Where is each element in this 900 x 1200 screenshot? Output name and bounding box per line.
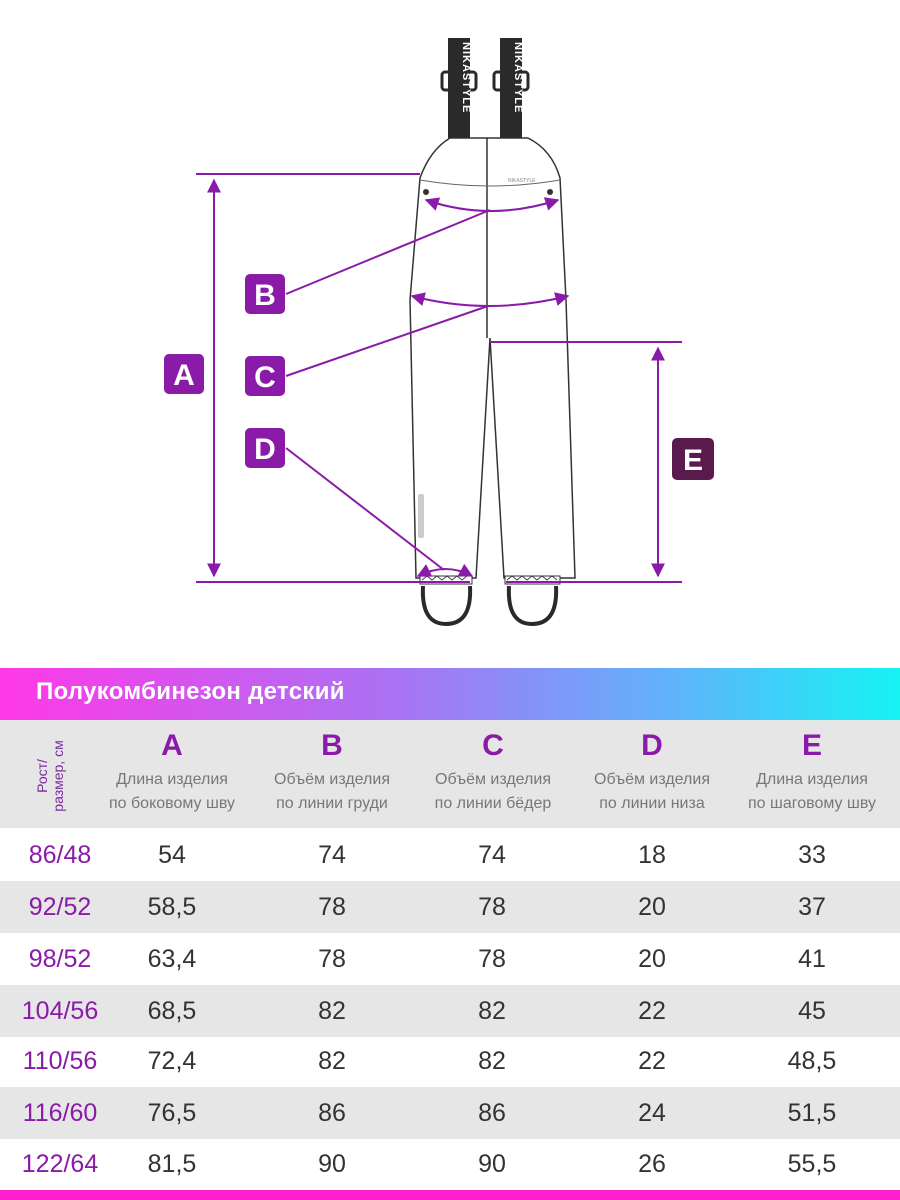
table-row	[0, 985, 900, 1037]
strap-text-right: NIKASTYLE	[512, 42, 524, 114]
value-cell-e: 51,5	[787, 1099, 837, 1127]
value-cell-b: 82	[318, 997, 346, 1025]
table-row	[0, 1035, 900, 1087]
value-cell-b: 78	[318, 893, 346, 921]
column-header-c	[408, 726, 578, 816]
value-cell-d: 20	[638, 893, 666, 921]
badge-c	[245, 356, 285, 396]
value-cell-c: 78	[478, 945, 506, 973]
strap-text-left: NIKASTYLE	[460, 42, 472, 114]
value-cell-d: 22	[638, 1047, 666, 1075]
value-cell-a: 58,5	[147, 893, 197, 921]
table-row	[0, 881, 900, 933]
column-description-line2: по линии низа	[599, 795, 705, 812]
size-cell: 122/64	[21, 1150, 99, 1178]
bottom-accent-bar	[0, 1190, 900, 1200]
value-cell-e: 37	[798, 893, 826, 921]
table-row	[0, 829, 900, 881]
column-description-line2: по боковому шву	[109, 795, 235, 812]
badge-a	[164, 354, 204, 394]
reflector-patch	[418, 494, 424, 538]
value-cell-d: 22	[638, 997, 666, 1025]
svg-text:A: A	[173, 359, 195, 392]
column-description-line1: Длина изделия	[756, 771, 868, 788]
column-letter: A	[161, 729, 183, 762]
column-letter: D	[641, 729, 663, 762]
table-row	[0, 1138, 900, 1190]
right-cuff	[505, 576, 560, 624]
value-cell-e: 33	[798, 841, 826, 869]
column-description-line1: Объём изделия	[594, 771, 710, 788]
button-right	[547, 189, 553, 195]
value-cell-a: 72,4	[147, 1047, 197, 1075]
size-cell: 104/56	[21, 997, 99, 1025]
badge-d	[245, 428, 285, 468]
column-header-a	[87, 726, 257, 816]
svg-text:E: E	[682, 444, 704, 477]
column-description-line2: по линии бёдер	[434, 795, 552, 812]
svg-text:D: D	[254, 433, 276, 466]
badge-b	[245, 274, 285, 314]
size-cell: 92/52	[28, 893, 92, 921]
table-row	[0, 1087, 900, 1139]
value-cell-b: 86	[318, 1099, 346, 1127]
value-cell-c: 74	[478, 841, 506, 869]
value-cell-a: 68,5	[147, 997, 197, 1025]
svg-text:C: C	[254, 361, 276, 394]
size-column-label: Рост/ размер, см	[34, 740, 66, 812]
table-row	[0, 933, 900, 985]
value-cell-c: 82	[478, 997, 506, 1025]
column-letter: B	[321, 729, 343, 762]
value-cell-b: 90	[318, 1150, 346, 1178]
value-cell-e: 48,5	[787, 1047, 837, 1075]
table-title-banner	[0, 668, 900, 720]
column-description-line2: по линии груди	[276, 795, 388, 812]
value-cell-b: 82	[318, 1047, 346, 1075]
value-cell-d: 24	[638, 1099, 666, 1127]
column-description-line1: Длина изделия	[116, 771, 228, 788]
button-left	[423, 189, 429, 195]
svg-text:B: B	[254, 279, 276, 312]
column-header-d	[567, 726, 737, 816]
garment-outline	[410, 138, 575, 578]
value-cell-e: 45	[798, 997, 826, 1025]
column-letter: C	[482, 729, 504, 762]
size-cell: 86/48	[28, 841, 92, 869]
size-cell: 110/56	[22, 1047, 98, 1075]
column-header-b	[247, 726, 417, 816]
value-cell-b: 74	[318, 841, 346, 869]
value-cell-a: 76,5	[147, 1099, 197, 1127]
value-cell-a: 63,4	[147, 945, 197, 973]
value-cell-a: 81,5	[147, 1150, 197, 1178]
value-cell-a: 54	[158, 841, 186, 869]
value-cell-d: 26	[638, 1150, 666, 1178]
right-strap	[494, 38, 528, 138]
left-strap	[442, 38, 476, 138]
column-description-line2: по шаговому шву	[748, 795, 876, 812]
size-cell: 116/60	[22, 1099, 98, 1127]
value-cell-c: 78	[478, 893, 506, 921]
column-description-line1: Объём изделия	[274, 771, 390, 788]
brand-label: NIKASTYLE	[508, 178, 536, 184]
column-header-e	[727, 726, 897, 816]
value-cell-d: 20	[638, 945, 666, 973]
value-cell-b: 78	[318, 945, 346, 973]
value-cell-c: 90	[478, 1150, 506, 1178]
value-cell-e: 41	[798, 945, 826, 973]
value-cell-c: 86	[478, 1099, 506, 1127]
value-cell-d: 18	[638, 841, 666, 869]
size-column-header	[14, 734, 86, 818]
column-description-line1: Объём изделия	[435, 771, 551, 788]
badge-e	[672, 438, 714, 480]
column-letter: E	[801, 729, 822, 762]
size-cell: 98/52	[28, 945, 92, 973]
value-cell-e: 55,5	[787, 1150, 837, 1178]
left-cuff	[420, 576, 472, 624]
value-cell-c: 82	[478, 1047, 506, 1075]
table-title: Полукомбинезон детский	[36, 678, 345, 705]
